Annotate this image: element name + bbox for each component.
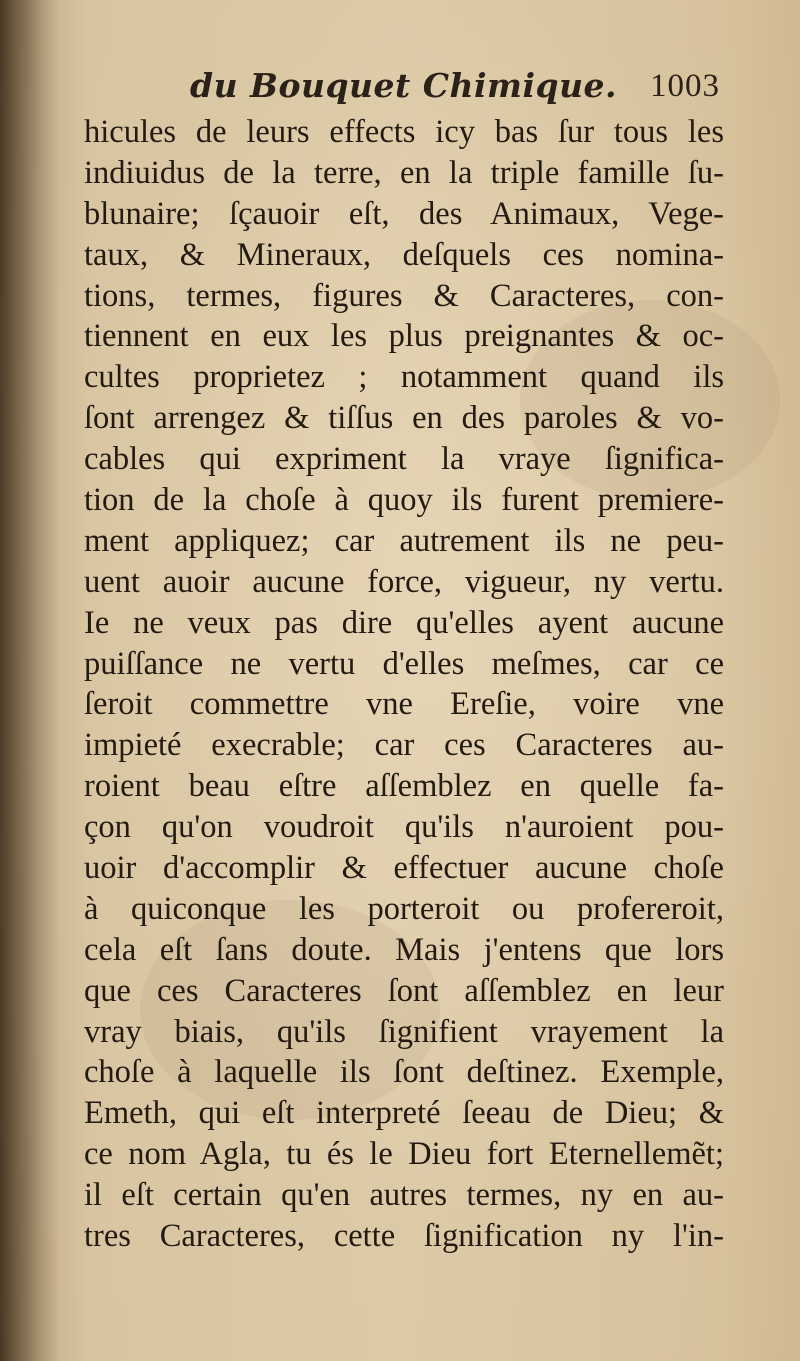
text-line: roient beau eſtre aſſemblez en quelle fa- [84,768,724,805]
text-line: puiſſance ne vertu d'elles meſmes, car ce [84,645,724,682]
text-line: impieté execrable; car ces Caracteres au- [84,727,724,764]
running-head [80,66,720,114]
text-line: cela eſt ſans doute. Mais j'entens que lors [84,931,724,968]
body-text [84,112,724,1257]
text-line: Ie ne veux pas dire qu'elles ayent aucune [84,604,724,641]
text-line: cultes proprietez ; notamment quand ils [84,359,724,396]
text-line: à quiconque les porteroit ou profereroit, [84,890,724,927]
text-line: il eſt certain qu'en autres termes, ny en au- [84,1177,724,1214]
text-line: tions, termes, figures & Caracteres, con- [84,277,724,314]
text-line: tres Caracteres, cette ſignification ny l'in- [84,1218,724,1255]
text-line: choſe à laquelle ils ſont deſtinez. Exemple, [84,1054,724,1091]
binding-shadow [0,0,60,1361]
text-line: cables qui expriment la vraye ſignifica- [84,441,724,478]
text-line: vray biais, qu'ils ſignifient vrayement la [84,1013,724,1050]
text-line: uoir d'accomplir & effectuer aucune choſe [84,850,724,887]
text-line: que ces Caracteres ſont aſſemblez en leur [84,972,724,1009]
text-line: blunaire; ſçauoir eſt, des Animaux, Vege- [84,195,724,232]
text-line: taux, & Mineraux, deſquels ces nomina- [84,236,724,273]
text-line: ment appliquez; car autrement ils ne peu- [84,522,724,559]
text-line: ſeroit commettre vne Ereſie, voire vne [84,686,724,723]
text-line: ce nom Agla, tu és le Dieu fort Eternellemẽt; [84,1136,724,1173]
page-number: 1003 [650,68,720,104]
text-line: Emeth, qui eſt interpreté ſeeau de Dieu; & [84,1095,724,1132]
running-head-title: du Bouquet Chimique. [190,66,618,105]
text-line: indiuidus de la terre, en la triple famille ſu- [84,154,724,191]
text-line: çon qu'on voudroit qu'ils n'auroient pou- [84,809,724,846]
text-line: hicules de leurs effects icy bas ſur tous les [84,114,724,150]
text-line: ſont arrengez & tiſſus en des paroles & vo- [84,400,724,437]
text-line: tion de la choſe à quoy ils furent premiere- [84,482,724,519]
text-line: tiennent en eux les plus preignantes & oc- [84,318,724,355]
text-line: uent auoir aucune force, vigueur, ny vertu. [84,563,724,600]
